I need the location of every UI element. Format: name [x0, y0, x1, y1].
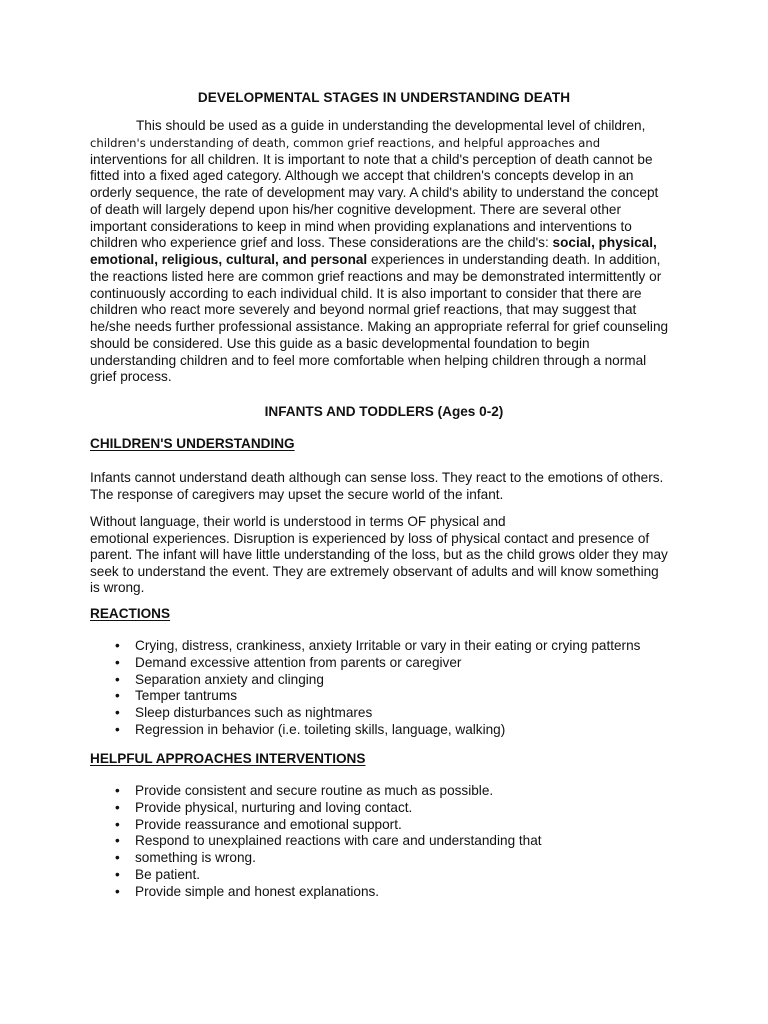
reactions-list — [90, 638, 640, 739]
list-item — [90, 867, 542, 884]
intro-line: should be considered. Use this guide as a basic developmental foundation to begin — [90, 335, 590, 351]
paragraph-line: emotional experiences. Disruption is experienced by loss of physical contact and presence of — [90, 530, 650, 546]
bullet-icon: • — [115, 850, 120, 866]
bullet-icon: • — [115, 638, 120, 653]
list-item-text: Provide consistent and secure routine as much as possible. — [135, 783, 494, 798]
list-item — [90, 688, 640, 705]
bullet-icon: • — [115, 705, 120, 721]
list-item-text: Regression in behavior (i.e. toileting skills, language, walking) — [135, 721, 506, 737]
bullet-icon: • — [115, 688, 120, 704]
intro-line: important considerations to keep in mind when providing explanations and interventions to — [90, 218, 632, 234]
understanding-paragraph — [90, 470, 700, 503]
list-item — [90, 850, 542, 867]
bullet-icon: • — [115, 833, 120, 849]
intro-text: children who experience grief and loss. These considerations are the child's: — [90, 235, 553, 251]
list-item-text: Sleep disturbances such as nightmares — [135, 705, 373, 721]
list-item — [90, 638, 640, 655]
intro-line: continuously according to each individual child. It is also important to consider that there are — [90, 285, 642, 301]
list-item — [90, 655, 640, 672]
list-item-text: Demand excessive attention from parents or caregiver — [135, 654, 462, 670]
bullet-icon: • — [115, 883, 120, 899]
understanding-heading: CHILDREN'S UNDERSTANDING — [90, 436, 295, 451]
list-item — [90, 884, 542, 901]
intro-paragraph — [90, 118, 690, 386]
intro-line: children's understanding of death, common grief reactions, and helpful approaches and — [90, 135, 601, 150]
approaches-heading: HELPFUL APPROACHES INTERVENTIONS — [90, 751, 366, 766]
paragraph-line: parent. The infant will have little understanding of the loss, but as the child grows older they may — [90, 547, 668, 562]
intro-line: interventions for all children. It is important to note that a child's perception of death cannot be — [90, 151, 653, 167]
paragraph-line: Infants cannot understand death although can sense loss. They react to the emotions of others. — [90, 470, 664, 485]
intro-line: understanding children and to feel more comfortable when helping children through a normal — [90, 352, 647, 368]
list-item-text: something is wrong. — [135, 850, 256, 866]
bullet-icon: • — [115, 799, 120, 815]
intro-line: grief process. — [90, 369, 172, 385]
bullet-icon: • — [115, 866, 120, 882]
bullet-icon: • — [115, 671, 120, 687]
bullet-icon: • — [115, 816, 120, 832]
bullet-icon: • — [115, 721, 120, 737]
bullet-icon: • — [115, 654, 120, 670]
intro-bold-text: social, physical, — [552, 235, 657, 251]
reactions-heading: REACTIONS — [90, 606, 171, 621]
list-item-text: Crying, distress, crankiness, anxiety Irritable or vary in their eating or crying patterns — [135, 638, 641, 653]
document-title: DEVELOPMENTAL STAGES IN UNDERSTANDING DEATH — [197, 90, 571, 105]
list-item-text: Provide physical, nurturing and loving contact. — [135, 799, 413, 815]
paragraph-line: The response of caregivers may upset the secure world of the infant. — [90, 486, 504, 502]
bullet-icon: • — [115, 783, 120, 798]
list-item — [90, 817, 542, 834]
list-item-text: Provide simple and honest explanations. — [135, 883, 380, 899]
intro-line: the reactions listed here are common grief reactions and may be demonstrated intermittently or — [90, 268, 662, 284]
intro-line: children who react more severely and beyond normal grief reactions, that may suggest that — [90, 302, 637, 318]
intro-line: he/she needs further professional assistance. Making an appropriate referral for grief counseling — [90, 319, 669, 334]
intro-line: orderly sequence, the rate of development may vary. A child's ability to understand the concept — [90, 185, 659, 200]
approaches-list — [90, 783, 542, 901]
list-item — [90, 672, 640, 689]
list-item — [90, 800, 542, 817]
intro-line: of death will largely depend upon his/her cognitive development. There are several other — [90, 201, 621, 217]
list-item-text: Temper tantrums — [135, 688, 237, 704]
list-item — [90, 705, 640, 722]
paragraph-line: is wrong. — [90, 580, 145, 595]
intro-line: This should be used as a guide in understanding the developmental level of children, — [136, 118, 646, 133]
intro-line — [90, 252, 690, 269]
list-item-text: Respond to unexplained reactions with care and understanding that — [135, 833, 542, 849]
list-item — [90, 722, 640, 739]
intro-line — [90, 235, 690, 252]
paragraph-line: seek to understand the event. They are extremely observant of adults and will know something — [90, 563, 659, 579]
list-item-text: Be patient. — [135, 866, 200, 882]
paragraph-line: Without language, their world is understood in terms OF physical and — [90, 514, 506, 529]
list-item — [90, 833, 542, 850]
intro-line: fitted into a fixed aged category. Although we accept that children's concepts develop in an — [90, 168, 634, 184]
intro-bold-text: emotional, religious, cultural, and personal — [90, 252, 368, 267]
understanding-paragraph — [90, 514, 700, 597]
list-item-text: Separation anxiety and clinging — [135, 671, 324, 687]
list-item — [90, 783, 542, 800]
list-item-text: Provide reassurance and emotional support. — [135, 816, 402, 832]
section-title: INFANTS AND TODDLERS (Ages 0-2) — [264, 404, 504, 419]
intro-text: experiences in understanding death. In addition, — [367, 252, 661, 267]
